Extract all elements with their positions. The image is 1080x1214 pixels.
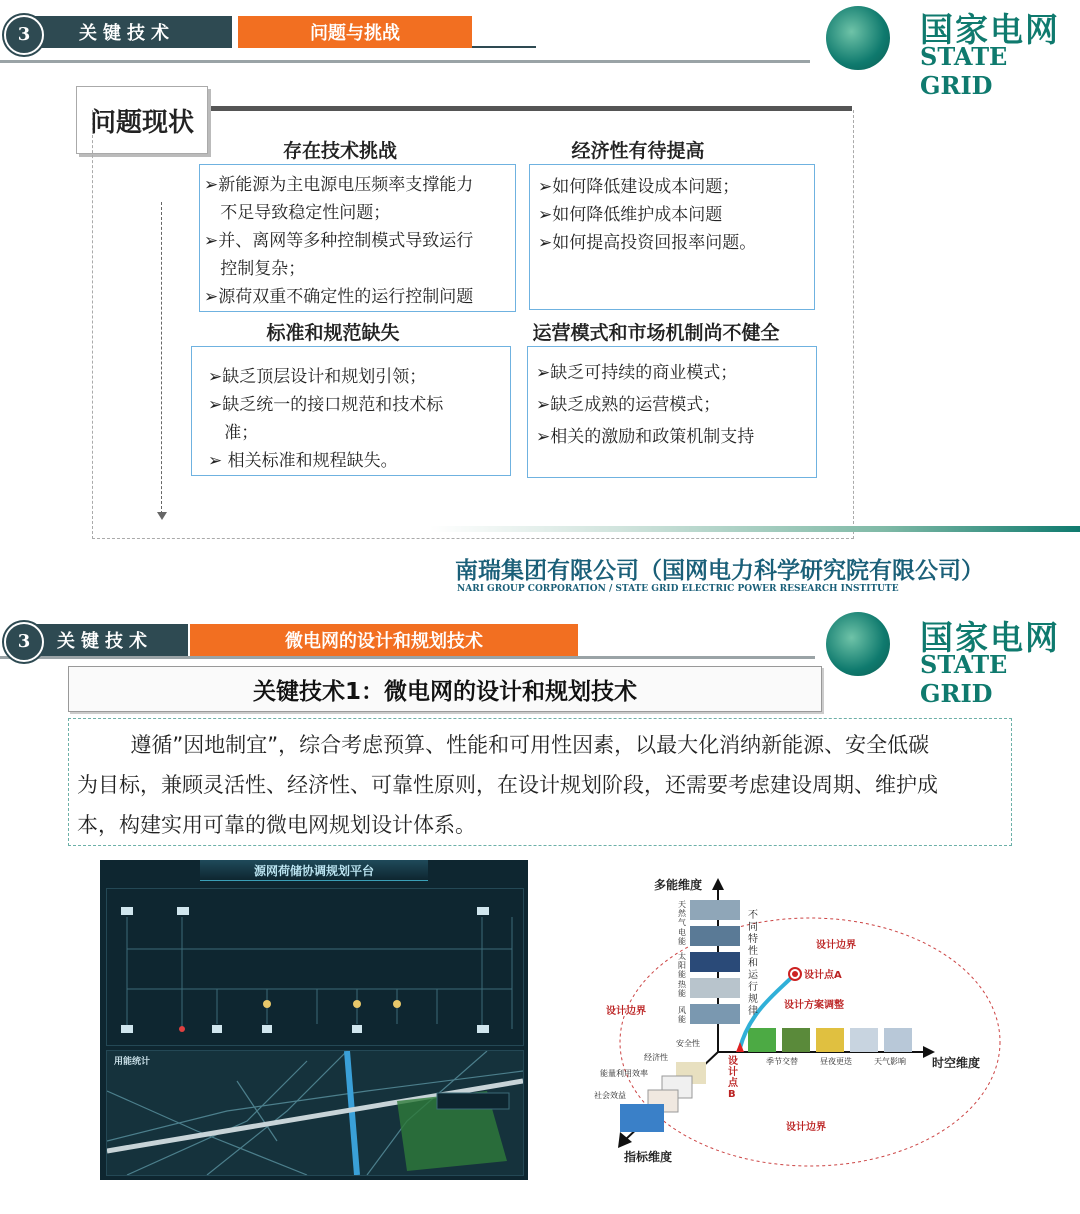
box-economy xyxy=(529,164,815,310)
list-item: ➢缺乏统一的接口规范和技术标 xyxy=(208,395,444,415)
state-grid-logo-icon xyxy=(826,612,890,676)
paragraph-line: 为目标，兼顾灵活性、经济性、可靠性原则，在设计规划阶段，还需要考虑建设周期、维护成 xyxy=(77,773,938,797)
index-label: 经济性 xyxy=(644,1053,668,1062)
energy-label: 电能 xyxy=(678,928,686,946)
point-a-label: 设计点A xyxy=(804,970,842,981)
section-number: 3 xyxy=(4,15,44,55)
topology-panel xyxy=(106,888,524,1046)
subtitle: 问题与挑战 xyxy=(238,16,472,48)
energy-label: 太阳能 xyxy=(678,952,686,979)
state-grid-logo-icon xyxy=(826,6,890,70)
list-item: ➢如何降低建设成本问题； xyxy=(538,177,740,197)
list-item: ➢并、离网等多种控制模式导致运行 xyxy=(204,231,474,251)
list-item: 不足导致稳定性问题； xyxy=(204,203,391,223)
adjust-label: 设计方案调整 xyxy=(784,1000,844,1011)
box-operation xyxy=(527,346,817,478)
index-label: 能量利用效率 xyxy=(600,1069,648,1078)
list-item: ➢源荷双重不确定性的运行控制问题 xyxy=(204,287,474,307)
planning-diagram xyxy=(590,870,1010,1170)
box-title-economy: 经济性有待提高 xyxy=(571,140,705,162)
axis-label-right: 时空维度 xyxy=(932,1056,981,1070)
box-standards xyxy=(191,346,511,476)
time-label: 天气影响 xyxy=(874,1057,906,1066)
map-panel xyxy=(106,1050,524,1176)
paragraph-line: 遵循”因地制宜”，综合考虑预算、性能和可用性因素，以最大化消纳新能源、安全低碳 xyxy=(77,733,930,757)
section-label: 关键技术 xyxy=(22,16,232,48)
heading: 关键技术1：微电网的设计和规划技术 xyxy=(252,678,637,705)
slide-2 xyxy=(0,604,1080,1214)
vertical-arrow xyxy=(161,202,162,514)
time-label: 昼夜更迭 xyxy=(820,1057,852,1066)
map-view xyxy=(107,1051,523,1175)
list-item: ➢如何降低维护成本问题 xyxy=(538,205,723,225)
axis-label-top: 多能维度 xyxy=(654,878,703,892)
axis-label-bottom: 指标维度 xyxy=(624,1150,673,1164)
index-label: 安全性 xyxy=(676,1039,700,1048)
box-title-tech: 存在技术挑战 xyxy=(282,140,397,162)
box-tech-challenges xyxy=(199,164,516,312)
list-item: ➢相关的激励和政策机制支持 xyxy=(536,427,755,447)
box-title-operation: 运营模式和市场机制尚不健全 xyxy=(532,322,780,344)
footer-company-cn: 南瑞集团有限公司（国网电力科学研究院有限公司） xyxy=(455,558,984,584)
slide-1 xyxy=(0,0,1080,600)
energy-label: 风能 xyxy=(678,1006,686,1024)
logo-cn: 国家电网 xyxy=(920,618,1060,657)
header-line xyxy=(0,656,815,659)
logo-cn: 国家电网 xyxy=(920,10,1060,49)
time-label: 季节交替 xyxy=(766,1057,798,1066)
topology-diagram xyxy=(107,889,523,1045)
section-number: 3 xyxy=(4,622,44,662)
point-b-label: 设计点B xyxy=(728,1056,738,1100)
box-title-standards: 标准和规范缺失 xyxy=(266,322,400,344)
logo-en: STATE GRID xyxy=(920,650,1008,708)
list-item: 准； xyxy=(208,423,259,443)
subtitle: 微电网的设计和规划技术 xyxy=(190,624,578,656)
paragraph-box xyxy=(68,718,1012,846)
heading-box xyxy=(68,666,822,712)
energy-label: 天然气 xyxy=(678,900,686,927)
tab-label: 问题现状 xyxy=(89,107,194,138)
list-item: 控制复杂； xyxy=(204,259,306,279)
header-line xyxy=(0,60,810,63)
vertical-arrow-head xyxy=(157,512,167,520)
logo-en: STATE GRID xyxy=(920,42,1008,100)
list-item: ➢如何提高投资回报率问题。 xyxy=(538,233,757,253)
footer-company-en: NARI GROUP CORPORATION / STATE GRID ELECTRIC POWER RESEARCH INSTITUTE xyxy=(457,584,899,594)
list-item: ➢ 相关标准和规程缺失。 xyxy=(208,451,398,471)
section-label: 关键技术 xyxy=(22,624,188,656)
boundary-label: 设计边界 xyxy=(816,940,856,951)
paragraph-line: 本，构建实用可靠的微电网规划设计体系。 xyxy=(77,813,476,837)
vertical-note: 不同特性和运行规律 xyxy=(748,910,758,1017)
index-label: 社会效益 xyxy=(594,1091,626,1100)
energy-label: 热能 xyxy=(678,980,686,998)
boundary-label: 设计边界 xyxy=(606,1006,646,1017)
map-label: 用能统计 xyxy=(114,1057,151,1067)
list-item: ➢缺乏成熟的运营模式； xyxy=(536,395,721,415)
list-item: ➢缺乏顶层设计和规划引领； xyxy=(208,367,427,387)
platform-screenshot xyxy=(100,860,528,1180)
subtitle-underline xyxy=(472,46,536,48)
list-item: ➢缺乏可持续的商业模式； xyxy=(536,363,738,383)
platform-title: 源网荷储协调规划平台 xyxy=(253,864,374,878)
footer-band xyxy=(430,526,1080,532)
boundary-label: 设计边界 xyxy=(786,1122,826,1133)
list-item: ➢新能源为主电源电压频率支撑能力 xyxy=(204,175,474,195)
